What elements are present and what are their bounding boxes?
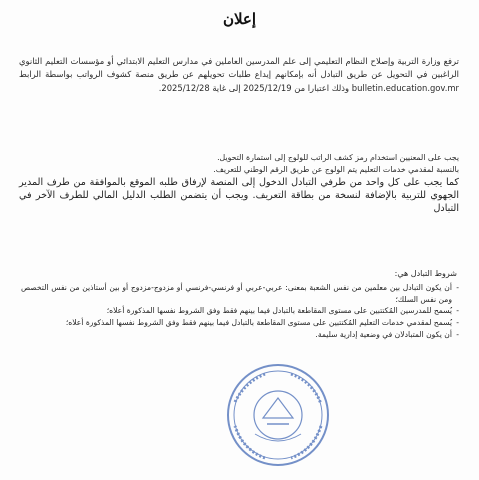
access-note-payslip: يجب على المعنيين استخدام رمز كشف الراتب للولوج إلى استمارة التحويل. [217, 153, 459, 162]
list-item: - أن يكون المتبادلان في وضعية إدارية سليمة. [21, 329, 459, 341]
seal-graphic [225, 362, 331, 468]
page-title: إعلان [222, 10, 257, 28]
access-note-service-providers: بالنسبة لمقدمي خدمات التعليم يتم الولوج عن طريق الرقم الوطني للتعريف. [213, 165, 459, 174]
intro-paragraph: ترفع وزارة التربية وإصلاح النظام التعليمي إلى علم المدرسين العاملين في مدارس التعليم الابتدائي أو مؤسسات التعليم الثانوي الراغبين في التحويل عن طريق التبادل أنه بإمكانهم إيداع طلبات تحويلهم عن طريق منصة كشوف الرواتب بواسطة الرابط bulletin.education.gov.mr وذلك اعتبارا من 2025/12/19 إلى غاية 2025/12/28. [19, 56, 459, 93]
official-seal-stamp-icon [225, 362, 331, 468]
access-note-exchange-parties: كما يجب على كل واحد من طرفي التبادل الدخول إلى المنصة لإرفاق طلبه الموقع بالموافقة من طرف المدير الجهوي للتربية بالإضافة لنسخة من بطاقة التعريف. ويجب أن يتضمن الطلب الدليل المالي للطرف الآخر في التبادل [19, 177, 459, 214]
conditions-heading: شروط التبادل هي: [394, 269, 457, 278]
list-item: - أن يكون التبادل بين معلمين من نفس الشعبة بمعنى: عربي-عربي أو فرنسي-فرنسي أو مزدوج-مزدوج أو بين أستاذين من نفس التخصص ومن نفس السلك؛ [21, 282, 459, 305]
conditions-list [21, 282, 459, 341]
access-notes [19, 152, 459, 215]
list-item: - يُسمح لمقدمي خدمات التعليم المُكتتبين على مستوى المقاطعة بالتبادل فيما بينهم فقط وفق الشروط نفسها المذكورة أعلاه؛ [21, 317, 459, 329]
list-item: - يُسمح للمدرسين المُكتتبين على مستوى المقاطعة بالتبادل فيما بينهم فقط وفق الشروط نفسها المذكورة أعلاه؛ [21, 305, 459, 317]
